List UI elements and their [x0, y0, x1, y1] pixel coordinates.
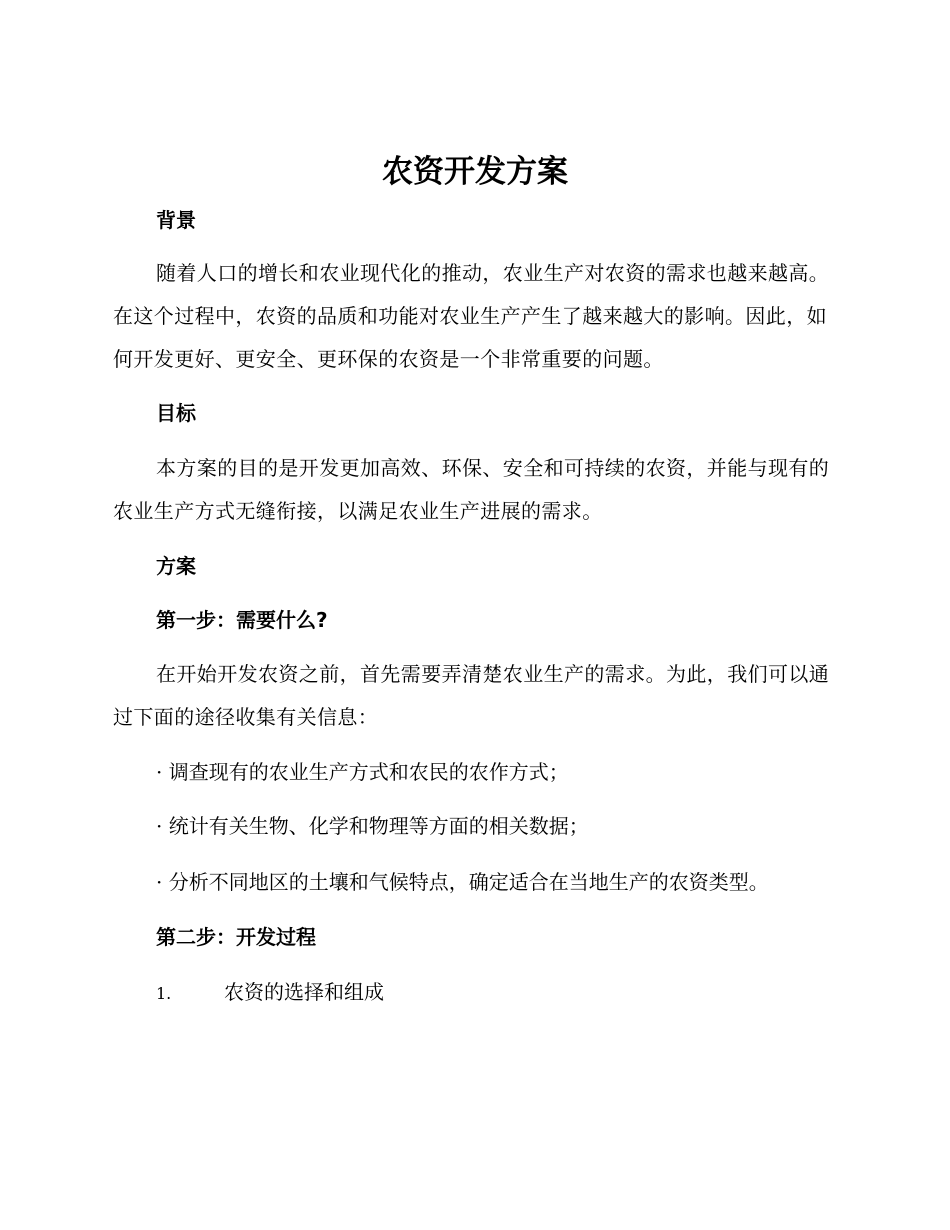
goal-paragraph: 本方案的目的是开发更加高效、环保、安全和可持续的农资，并能与现有的农业生产方式无缝衔接，以满足农业生产进展的需求。: [113, 456, 830, 523]
background-paragraph: 随着人口的增长和农业现代化的推动，农业生产对农资的需求也越来越高。在这个过程中，农资的品质和功能对农业生产产生了越来越大的影响。因此，如何开发更好、更安全、更环保的农资是一个非常重要的问题。: [113, 261, 830, 371]
bullet-item-3: · 分析不同地区的土壤和气候特点，确定适合在当地生产的农资类型。: [156, 870, 769, 894]
section-heading-background: 背景: [156, 208, 196, 232]
section-heading-goal: 目标: [156, 401, 196, 425]
document-title: 农资开发方案: [382, 154, 568, 190]
step2-heading: 第二步：开发过程: [156, 925, 316, 949]
numbered-item-number: 1.: [156, 984, 172, 1003]
step1-paragraph: 在开始开发农资之前，首先需要弄清楚农业生产的需求。为此，我们可以通过下面的途径收集有关信息：: [113, 662, 830, 729]
section-heading-plan: 方案: [156, 554, 196, 578]
numbered-item-1: [156, 977, 384, 1009]
bullet-item-1: · 调查现有的农业生产方式和农民的农作方式；: [156, 760, 569, 784]
numbered-item-text: 农资的选择和组成: [224, 980, 384, 1004]
bullet-item-2: · 统计有关生物、化学和物理等方面的相关数据；: [156, 814, 589, 838]
step1-heading: 第一步：需要什么?: [156, 608, 328, 632]
